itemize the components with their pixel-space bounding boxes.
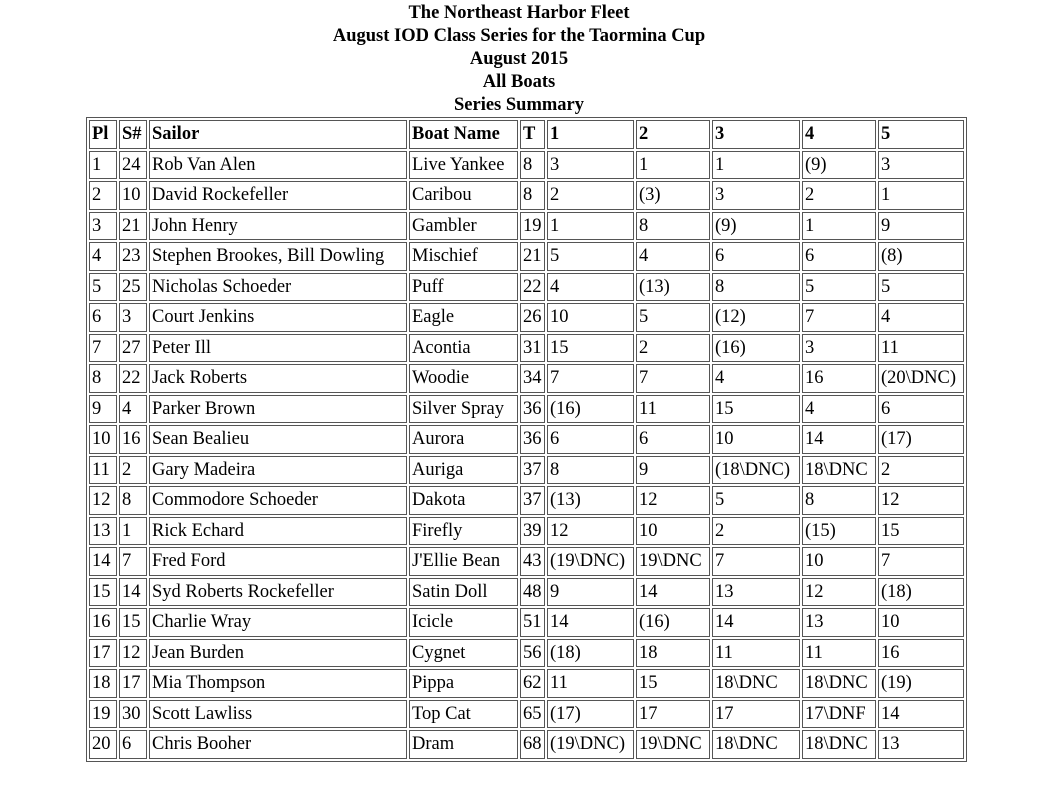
cell-race-1: 1: [547, 212, 634, 241]
cell-race-1: 4: [547, 273, 634, 302]
cell-sailor: Rick Echard: [149, 517, 407, 546]
cell-boat-name: Puff: [409, 273, 518, 302]
column-header-race-1: 1: [547, 120, 634, 149]
cell-place: 20: [89, 730, 117, 759]
cell-race-1: 8: [547, 456, 634, 485]
cell-place: 9: [89, 395, 117, 424]
cell-sailor: Syd Roberts Rockefeller: [149, 578, 407, 607]
cell-race-3: 14: [712, 608, 800, 637]
cell-race-3: 18\DNC: [712, 669, 800, 698]
cell-race-3: 2: [712, 517, 800, 546]
cell-race-1: (18): [547, 639, 634, 668]
cell-race-4: (9): [802, 151, 876, 180]
cell-race-5: 3: [878, 151, 964, 180]
column-header-place: Pl: [89, 120, 117, 149]
cell-sailor: John Henry: [149, 212, 407, 241]
cell-race-3: 7: [712, 547, 800, 576]
cell-place: 12: [89, 486, 117, 515]
cell-race-2: 4: [636, 242, 710, 271]
cell-sail-number: 25: [119, 273, 147, 302]
table-row: [89, 547, 964, 576]
cell-race-2: (13): [636, 273, 710, 302]
cell-race-1: (16): [547, 395, 634, 424]
cell-race-3: 6: [712, 242, 800, 271]
cell-total: 37: [520, 456, 545, 485]
cell-race-4: 3: [802, 334, 876, 363]
cell-race-4: 13: [802, 608, 876, 637]
cell-sail-number: 12: [119, 639, 147, 668]
cell-race-2: 9: [636, 456, 710, 485]
cell-sail-number: 21: [119, 212, 147, 241]
cell-race-1: 11: [547, 669, 634, 698]
cell-race-5: 1: [878, 181, 964, 210]
cell-sail-number: 1: [119, 517, 147, 546]
cell-race-3: 11: [712, 639, 800, 668]
cell-boat-name: Silver Spray: [409, 395, 518, 424]
cell-boat-name: Icicle: [409, 608, 518, 637]
cell-race-3: (16): [712, 334, 800, 363]
cell-sail-number: 3: [119, 303, 147, 332]
table-row: [89, 639, 964, 668]
cell-boat-name: Top Cat: [409, 700, 518, 729]
cell-race-1: 2: [547, 181, 634, 210]
cell-race-4: 5: [802, 273, 876, 302]
cell-race-1: (19\DNC): [547, 730, 634, 759]
cell-total: 39: [520, 517, 545, 546]
cell-race-4: 18\DNC: [802, 730, 876, 759]
cell-sailor: Chris Booher: [149, 730, 407, 759]
cell-race-2: 19\DNC: [636, 730, 710, 759]
cell-total: 43: [520, 547, 545, 576]
table-row: [89, 669, 964, 698]
cell-race-4: 10: [802, 547, 876, 576]
cell-race-4: 4: [802, 395, 876, 424]
cell-sailor: Fred Ford: [149, 547, 407, 576]
cell-sailor: David Rockefeller: [149, 181, 407, 210]
table-row: [89, 273, 964, 302]
table-body: [89, 151, 964, 759]
cell-place: 8: [89, 364, 117, 393]
cell-race-5: 6: [878, 395, 964, 424]
cell-sailor: Stephen Brookes, Bill Dowling: [149, 242, 407, 271]
cell-total: 8: [520, 181, 545, 210]
cell-race-1: 14: [547, 608, 634, 637]
cell-race-3: 15: [712, 395, 800, 424]
cell-total: 34: [520, 364, 545, 393]
cell-sail-number: 24: [119, 151, 147, 180]
cell-place: 15: [89, 578, 117, 607]
cell-race-5: 2: [878, 456, 964, 485]
cell-race-2: 18: [636, 639, 710, 668]
cell-race-5: 12: [878, 486, 964, 515]
cell-race-2: 2: [636, 334, 710, 363]
cell-total: 36: [520, 425, 545, 454]
cell-sail-number: 17: [119, 669, 147, 698]
table-row: [89, 364, 964, 393]
cell-total: 51: [520, 608, 545, 637]
cell-place: 10: [89, 425, 117, 454]
cell-race-5: 10: [878, 608, 964, 637]
cell-place: 5: [89, 273, 117, 302]
cell-total: 68: [520, 730, 545, 759]
table-row: [89, 334, 964, 363]
cell-race-3: (9): [712, 212, 800, 241]
table-row: [89, 456, 964, 485]
cell-race-4: 6: [802, 242, 876, 271]
cell-race-5: (17): [878, 425, 964, 454]
cell-sailor: Nicholas Schoeder: [149, 273, 407, 302]
cell-total: 22: [520, 273, 545, 302]
cell-place: 13: [89, 517, 117, 546]
cell-race-4: (15): [802, 517, 876, 546]
cell-race-5: 13: [878, 730, 964, 759]
cell-boat-name: Dram: [409, 730, 518, 759]
cell-sailor: Sean Bealieu: [149, 425, 407, 454]
cell-sailor: Mia Thompson: [149, 669, 407, 698]
cell-race-3: 13: [712, 578, 800, 607]
cell-place: 4: [89, 242, 117, 271]
cell-race-5: 7: [878, 547, 964, 576]
boat-group: All Boats: [482, 72, 556, 92]
cell-race-5: (19): [878, 669, 964, 698]
cell-race-4: 17\DNF: [802, 700, 876, 729]
cell-race-5: 4: [878, 303, 964, 332]
column-header-race-2: 2: [636, 120, 710, 149]
column-header-sail-number: S#: [119, 120, 147, 149]
cell-total: 36: [520, 395, 545, 424]
cell-place: 11: [89, 456, 117, 485]
cell-race-1: 10: [547, 303, 634, 332]
cell-race-3: 17: [712, 700, 800, 729]
cell-boat-name: Dakota: [409, 486, 518, 515]
cell-place: 17: [89, 639, 117, 668]
table-row: [89, 517, 964, 546]
cell-sail-number: 27: [119, 334, 147, 363]
table-row: [89, 486, 964, 515]
cell-race-4: 11: [802, 639, 876, 668]
cell-race-1: 12: [547, 517, 634, 546]
cell-sailor: Rob Van Alen: [149, 151, 407, 180]
cell-race-4: 16: [802, 364, 876, 393]
cell-sailor: Peter Ill: [149, 334, 407, 363]
cell-race-2: 5: [636, 303, 710, 332]
cell-race-1: (19\DNC): [547, 547, 634, 576]
cell-sailor: Parker Brown: [149, 395, 407, 424]
cell-race-5: 16: [878, 639, 964, 668]
cell-race-3: 18\DNC: [712, 730, 800, 759]
cell-sail-number: 2: [119, 456, 147, 485]
cell-place: 16: [89, 608, 117, 637]
cell-race-5: 11: [878, 334, 964, 363]
cell-race-2: 11: [636, 395, 710, 424]
cell-sail-number: 7: [119, 547, 147, 576]
column-header-total: T: [520, 120, 545, 149]
cell-race-4: 18\DNC: [802, 456, 876, 485]
series-title: August IOD Class Series for the Taormina Cup: [332, 26, 706, 46]
cell-place: 7: [89, 334, 117, 363]
cell-sailor: Jean Burden: [149, 639, 407, 668]
cell-race-3: 4: [712, 364, 800, 393]
cell-race-4: 12: [802, 578, 876, 607]
cell-race-2: 15: [636, 669, 710, 698]
table-row: [89, 578, 964, 607]
table-row: [89, 608, 964, 637]
cell-race-1: 15: [547, 334, 634, 363]
table-row: [89, 303, 964, 332]
cell-boat-name: Caribou: [409, 181, 518, 210]
cell-sail-number: 15: [119, 608, 147, 637]
cell-total: 56: [520, 639, 545, 668]
cell-place: 3: [89, 212, 117, 241]
cell-race-5: 9: [878, 212, 964, 241]
cell-race-5: (8): [878, 242, 964, 271]
cell-place: 18: [89, 669, 117, 698]
cell-total: 19: [520, 212, 545, 241]
cell-sailor: Scott Lawliss: [149, 700, 407, 729]
table-row: [89, 395, 964, 424]
series-summary-table: [86, 117, 967, 762]
cell-race-3: 3: [712, 181, 800, 210]
cell-race-2: 6: [636, 425, 710, 454]
cell-total: 21: [520, 242, 545, 271]
cell-sail-number: 6: [119, 730, 147, 759]
cell-place: 2: [89, 181, 117, 210]
cell-race-3: (12): [712, 303, 800, 332]
table-row: [89, 181, 964, 210]
cell-race-3: 10: [712, 425, 800, 454]
cell-race-1: 7: [547, 364, 634, 393]
cell-race-5: 14: [878, 700, 964, 729]
cell-race-2: 10: [636, 517, 710, 546]
cell-boat-name: Aurora: [409, 425, 518, 454]
table-row: [89, 151, 964, 180]
column-header-race-4: 4: [802, 120, 876, 149]
cell-boat-name: Live Yankee: [409, 151, 518, 180]
cell-race-2: 14: [636, 578, 710, 607]
cell-race-5: (18): [878, 578, 964, 607]
cell-boat-name: Acontia: [409, 334, 518, 363]
cell-total: 31: [520, 334, 545, 363]
table-row: [89, 212, 964, 241]
cell-boat-name: Eagle: [409, 303, 518, 332]
cell-race-5: 5: [878, 273, 964, 302]
cell-sailor: Jack Roberts: [149, 364, 407, 393]
cell-sailor: Gary Madeira: [149, 456, 407, 485]
cell-race-4: 18\DNC: [802, 669, 876, 698]
table-row: [89, 700, 964, 729]
cell-race-3: 1: [712, 151, 800, 180]
cell-boat-name: Auriga: [409, 456, 518, 485]
cell-boat-name: J'Ellie Bean: [409, 547, 518, 576]
table-row: [89, 242, 964, 271]
cell-total: 37: [520, 486, 545, 515]
cell-race-3: (18\DNC): [712, 456, 800, 485]
column-header-boat-name: Boat Name: [409, 120, 518, 149]
cell-race-1: 6: [547, 425, 634, 454]
cell-boat-name: Firefly: [409, 517, 518, 546]
cell-sail-number: 10: [119, 181, 147, 210]
cell-race-1: (13): [547, 486, 634, 515]
cell-sail-number: 30: [119, 700, 147, 729]
cell-boat-name: Cygnet: [409, 639, 518, 668]
cell-boat-name: Gambler: [409, 212, 518, 241]
cell-sail-number: 22: [119, 364, 147, 393]
summary-label: Series Summary: [454, 95, 584, 115]
cell-total: 62: [520, 669, 545, 698]
cell-boat-name: Woodie: [409, 364, 518, 393]
cell-boat-name: Mischief: [409, 242, 518, 271]
cell-race-2: 8: [636, 212, 710, 241]
cell-place: 1: [89, 151, 117, 180]
cell-race-2: 1: [636, 151, 710, 180]
cell-total: 26: [520, 303, 545, 332]
cell-boat-name: Satin Doll: [409, 578, 518, 607]
cell-race-1: 5: [547, 242, 634, 271]
cell-race-1: 3: [547, 151, 634, 180]
cell-sail-number: 14: [119, 578, 147, 607]
table-row: [89, 730, 964, 759]
table-row: [89, 425, 964, 454]
table-header-row: [89, 120, 964, 149]
cell-race-3: 5: [712, 486, 800, 515]
column-header-sailor: Sailor: [149, 120, 407, 149]
cell-place: 6: [89, 303, 117, 332]
cell-race-2: 17: [636, 700, 710, 729]
fleet-title: The Northeast Harbor Fleet: [408, 3, 630, 23]
cell-race-2: 12: [636, 486, 710, 515]
cell-race-2: (3): [636, 181, 710, 210]
cell-race-2: (16): [636, 608, 710, 637]
cell-race-4: 14: [802, 425, 876, 454]
cell-sailor: Charlie Wray: [149, 608, 407, 637]
report-header: [0, 0, 1038, 117]
cell-boat-name: Pippa: [409, 669, 518, 698]
cell-sailor: Court Jenkins: [149, 303, 407, 332]
cell-sail-number: 8: [119, 486, 147, 515]
series-date: August 2015: [469, 49, 569, 69]
cell-place: 19: [89, 700, 117, 729]
cell-race-4: 7: [802, 303, 876, 332]
cell-sail-number: 4: [119, 395, 147, 424]
cell-race-3: 8: [712, 273, 800, 302]
cell-race-4: 1: [802, 212, 876, 241]
cell-race-1: (17): [547, 700, 634, 729]
cell-race-5: 15: [878, 517, 964, 546]
cell-race-4: 2: [802, 181, 876, 210]
cell-race-5: (20\DNC): [878, 364, 964, 393]
cell-sail-number: 16: [119, 425, 147, 454]
cell-place: 14: [89, 547, 117, 576]
cell-race-2: 7: [636, 364, 710, 393]
cell-sailor: Commodore Schoeder: [149, 486, 407, 515]
cell-total: 48: [520, 578, 545, 607]
column-header-race-3: 3: [712, 120, 800, 149]
cell-race-2: 19\DNC: [636, 547, 710, 576]
cell-race-4: 8: [802, 486, 876, 515]
cell-total: 65: [520, 700, 545, 729]
column-header-race-5: 5: [878, 120, 964, 149]
cell-sail-number: 23: [119, 242, 147, 271]
cell-race-1: 9: [547, 578, 634, 607]
cell-total: 8: [520, 151, 545, 180]
